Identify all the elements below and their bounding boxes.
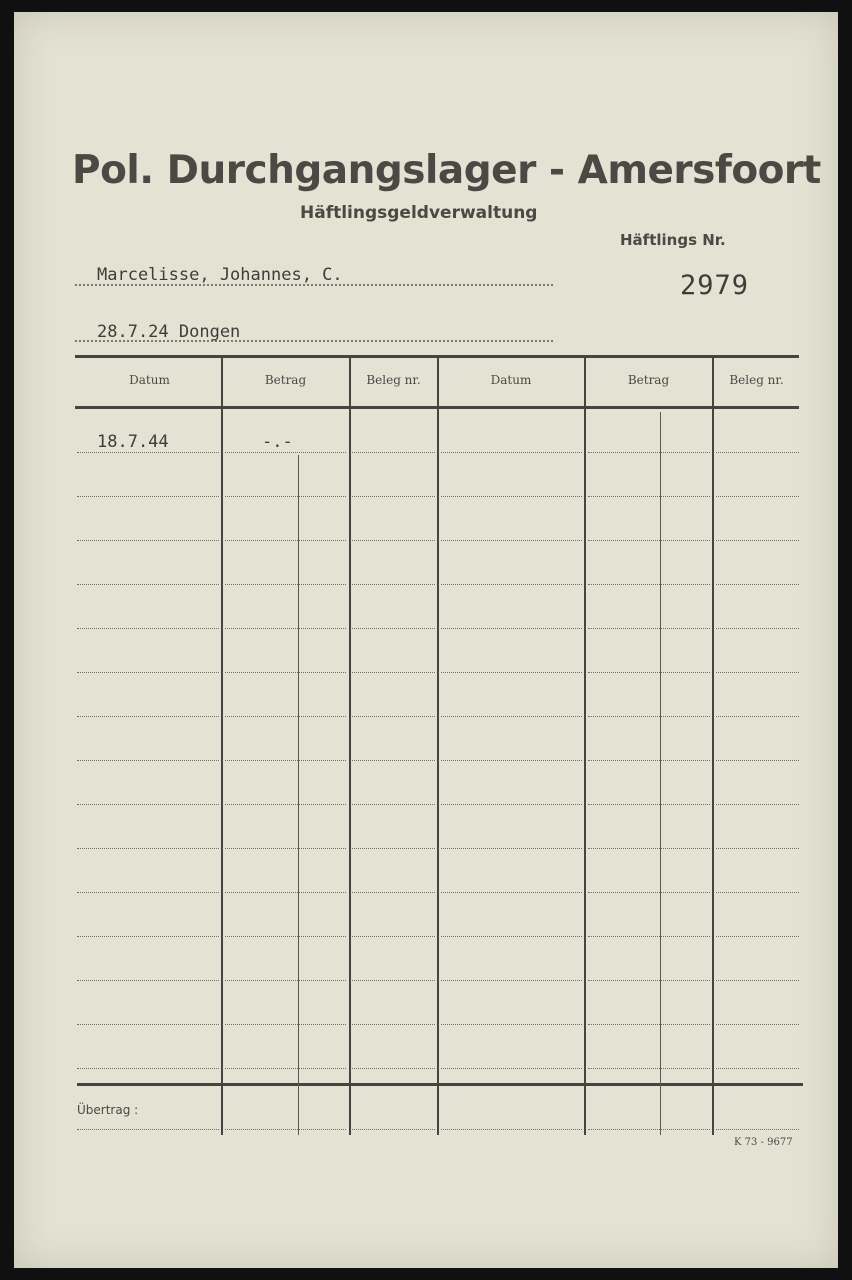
row-dotline [716, 980, 799, 981]
row-dotline [441, 496, 582, 497]
row-dotline [225, 672, 346, 673]
row-dotline [352, 716, 435, 717]
row-dotline [441, 452, 582, 453]
row-dotline [716, 496, 799, 497]
table-bottom-rule [77, 1083, 803, 1086]
row-dotline [716, 936, 799, 937]
page-title: Pol. Durchgangslager - Amersfoort [72, 148, 821, 193]
row-dotline [441, 804, 582, 805]
cents-divider [660, 412, 661, 1135]
row-dotline [352, 584, 435, 585]
row-dotline [441, 760, 582, 761]
row-dotline [77, 892, 219, 893]
carry-over-dotline [588, 1129, 710, 1130]
row-dotline [77, 1068, 219, 1069]
row-dotline [441, 936, 582, 937]
column-divider [437, 357, 439, 1135]
column-divider [584, 357, 586, 1135]
row-dotline [588, 628, 710, 629]
carry-over-dotline [77, 1129, 219, 1130]
row-dotline [225, 584, 346, 585]
prisoner-name: Marcelisse, Johannes, C. [97, 265, 343, 285]
row-dotline [588, 848, 710, 849]
form-code: K 73 - 9677 [734, 1137, 793, 1148]
row-dotline [225, 936, 346, 937]
row-dotline [225, 540, 346, 541]
column-header-beleg-2: Beleg nr. [729, 373, 784, 387]
row-dotline [588, 716, 710, 717]
row-dotline [77, 496, 219, 497]
row-dotline [716, 848, 799, 849]
row-dotline [225, 848, 346, 849]
row-dotline [441, 1024, 582, 1025]
row-dotline [352, 628, 435, 629]
row-dotline [716, 760, 799, 761]
row-dotline [716, 804, 799, 805]
row-dotline [77, 716, 219, 717]
carry-over-dotline [716, 1129, 799, 1130]
column-header-betrag-2: Betrag [627, 373, 670, 387]
row-dotline [588, 936, 710, 937]
row-dotline [716, 452, 799, 453]
row-dotline [77, 628, 219, 629]
row-dotline [77, 540, 219, 541]
row-dotline [225, 760, 346, 761]
carry-over-dotline [352, 1129, 435, 1130]
column-divider [221, 357, 223, 1135]
row-dotline [588, 584, 710, 585]
row-dotline [441, 892, 582, 893]
row-dotline [716, 1024, 799, 1025]
row-dotline [77, 584, 219, 585]
row-dotline [225, 1024, 346, 1025]
row-dotline [588, 452, 710, 453]
row-dotline [225, 628, 346, 629]
page-subtitle: Häftlingsgeldverwaltung [300, 203, 538, 223]
row-dotline [441, 848, 582, 849]
row-dotline [77, 804, 219, 805]
row-dotline [225, 452, 346, 453]
carry-over-dotline [225, 1129, 346, 1130]
column-divider [712, 357, 714, 1135]
row-dotline [352, 452, 435, 453]
row-dotline [441, 1068, 582, 1069]
row-dotline [588, 892, 710, 893]
row-dotline [588, 804, 710, 805]
row-dotline [77, 452, 219, 453]
row-dotline [441, 716, 582, 717]
row-dotline [225, 1068, 346, 1069]
row-dotline [588, 760, 710, 761]
entry-betrag: -.- [262, 432, 293, 452]
prisoner-number: 2979 [680, 270, 750, 301]
ledger-card [14, 12, 838, 1268]
row-dotline [588, 496, 710, 497]
carry-over-label: Übertrag : [77, 1103, 139, 1117]
row-dotline [352, 804, 435, 805]
row-dotline [352, 848, 435, 849]
entry-datum: 18.7.44 [97, 432, 169, 452]
row-dotline [77, 848, 219, 849]
row-dotline [77, 760, 219, 761]
column-header-beleg-1: Beleg nr. [366, 373, 421, 387]
row-dotline [225, 804, 346, 805]
row-dotline [352, 980, 435, 981]
row-dotline [225, 496, 346, 497]
carry-over-dotline [441, 1129, 582, 1130]
row-dotline [716, 672, 799, 673]
row-dotline [716, 1068, 799, 1069]
row-dotline [441, 540, 582, 541]
row-dotline [716, 892, 799, 893]
row-dotline [716, 628, 799, 629]
row-dotline [588, 980, 710, 981]
row-dotline [352, 936, 435, 937]
row-dotline [352, 892, 435, 893]
column-divider [349, 357, 351, 1135]
column-header-betrag-1: Betrag [264, 373, 307, 387]
row-dotline [352, 760, 435, 761]
row-dotline [441, 584, 582, 585]
row-dotline [588, 672, 710, 673]
column-header-datum-2: Datum [490, 373, 532, 387]
row-dotline [352, 672, 435, 673]
row-dotline [225, 716, 346, 717]
row-dotline [716, 584, 799, 585]
row-dotline [352, 496, 435, 497]
row-dotline [225, 980, 346, 981]
prisoner-birth: 28.7.24 Dongen [97, 322, 241, 342]
row-dotline [588, 540, 710, 541]
row-dotline [441, 980, 582, 981]
row-dotline [716, 540, 799, 541]
column-header-datum-1: Datum [129, 373, 170, 387]
row-dotline [352, 1024, 435, 1025]
row-dotline [77, 980, 219, 981]
row-dotline [77, 672, 219, 673]
row-dotline [716, 716, 799, 717]
row-dotline [77, 1024, 219, 1025]
row-dotline [225, 892, 346, 893]
prisoner-number-label: Häftlings Nr. [620, 231, 726, 249]
row-dotline [588, 1068, 710, 1069]
row-dotline [441, 628, 582, 629]
row-dotline [77, 936, 219, 937]
row-dotline [352, 1068, 435, 1069]
row-dotline [352, 540, 435, 541]
row-dotline [588, 1024, 710, 1025]
cents-divider [298, 455, 299, 1135]
row-dotline [441, 672, 582, 673]
